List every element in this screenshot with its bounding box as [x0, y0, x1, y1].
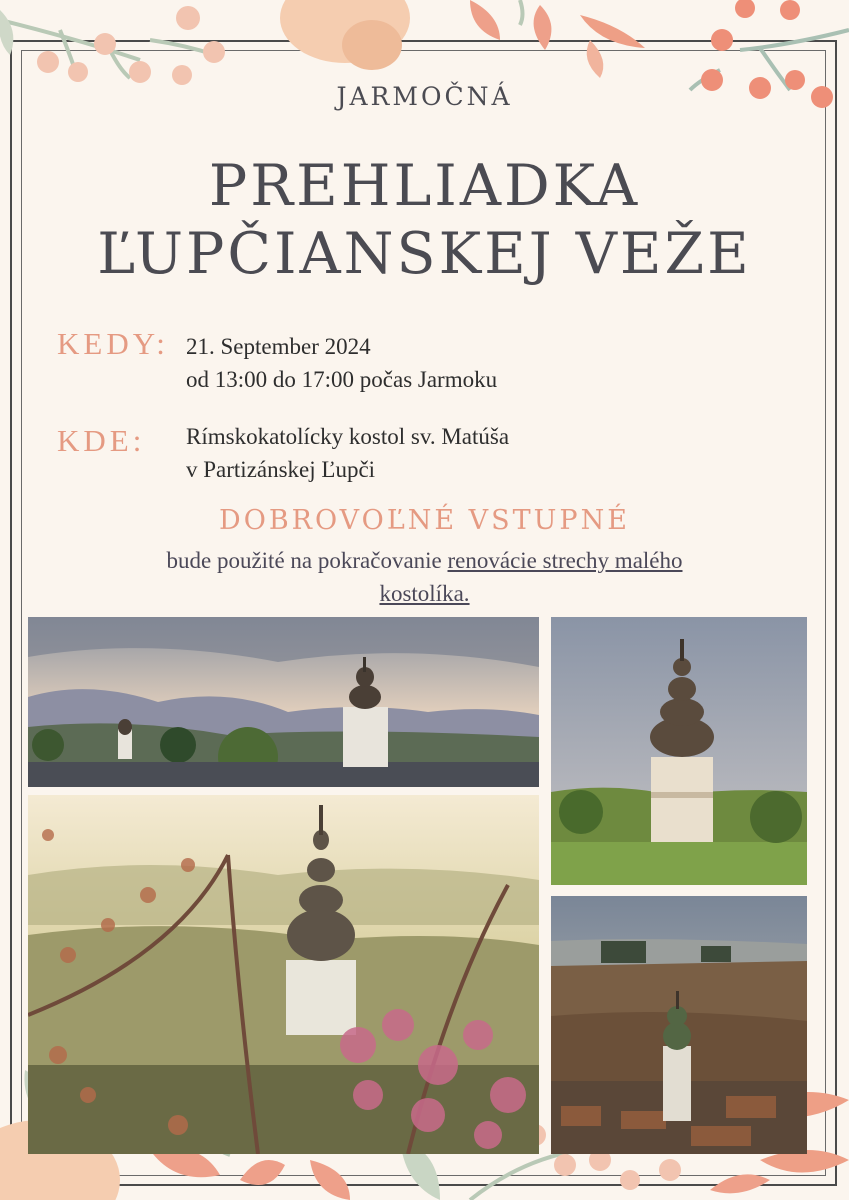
when-info [186, 330, 497, 396]
photo-blossoms-tower [28, 795, 539, 1154]
where-info [186, 420, 509, 486]
event-date: 21. September 2024 [186, 334, 371, 359]
purpose-line-2 [0, 577, 849, 610]
photo-landscape-tower [28, 617, 539, 787]
place-line-1: Rímskokatolícky kostol sv. Matúša [186, 424, 510, 449]
photo-tower-closeup [551, 617, 807, 885]
photo-valley-tower [551, 896, 807, 1154]
title-line-2: ĽUPČIANSKEJ VEŽE [97, 221, 752, 287]
event-time: od 13:00 do 17:00 počas Jarmoku [186, 367, 498, 392]
purpose-line-1 [0, 544, 849, 577]
purpose-prefix: bude použité na pokračovanie [166, 548, 448, 573]
purpose-link-part-2: kostolíka. [379, 581, 470, 606]
purpose-link-part-1: renovácie strechy malého [447, 548, 683, 573]
event-subtitle: JARMOČNÁ [336, 82, 513, 111]
event-title [0, 152, 849, 288]
donation-purpose [0, 544, 849, 610]
place-line-2: v Partizánskej Ľupči [186, 457, 376, 482]
title-line-1: PREHLIADKA [208, 153, 641, 219]
donation-heading: DOBROVOĽNÉ VSTUPNÉ [219, 505, 630, 536]
when-label: KEDY: [57, 326, 169, 361]
where-label: KDE: [57, 423, 146, 458]
